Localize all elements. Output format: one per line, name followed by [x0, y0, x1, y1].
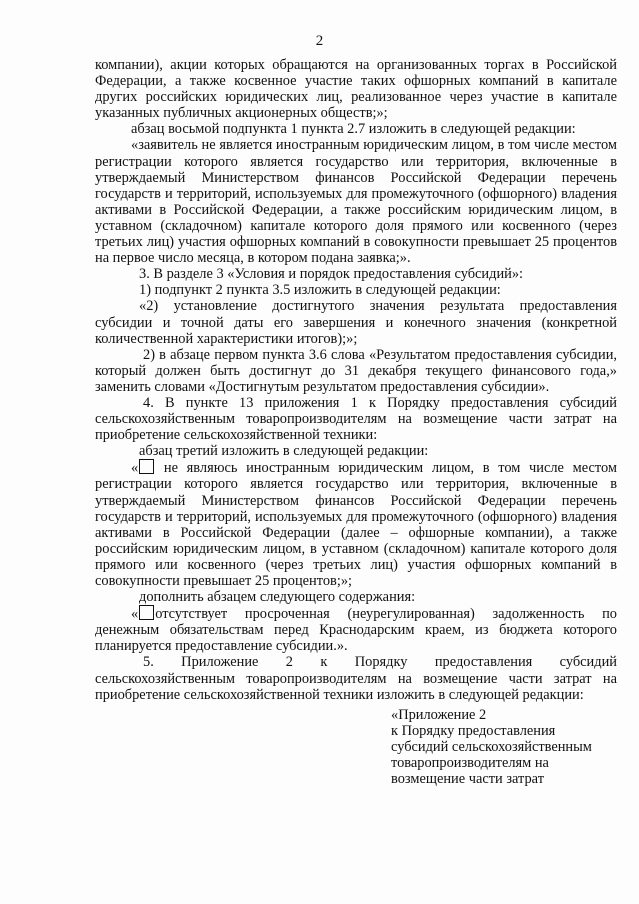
- paragraph-applicant-text: «заявитель не является иностранным юридическим лицом, в том числе местом регистрации которого является государство или территория, включенные в утверждаемый Министерством финансов Российской Федерации перечень государств и территорий, используемых для промежуточного (офшорного) владения активами в Российской Федерации, а также российским юридическим лицом, в уставном (складочном) капитале которого доля прямого или косвенного (через третьих лиц) участия офшорных компаний в совокупности превышает 25 процентов на первое число месяца, в котором подана заявка;».: [95, 137, 617, 267]
- paragraph-supplement: дополнить абзацем следующего содержания:: [139, 589, 416, 606]
- paragraph-item-5: 5. Приложение 2 к Порядку предоставления субсидий сельскохозяйственным товаропроизводителям на возмещение части затрат на приобретение сельскохозяйственной техники изложить в следующей редакции:: [95, 654, 617, 703]
- appendix-header-block: [391, 707, 617, 787]
- paragraph-continuation: компании), акции которых обращаются на организованных торгах в Российской Федерации, а также косвенное участие таких офшорных компаний в капитале других российских юридических лиц, реализованное через участие в капитале указанных публичных акционерных обществ;»;: [95, 57, 617, 122]
- paragraph-section-3: 3. В разделе 3 «Условия и порядок предоставления субсидий»:: [139, 266, 524, 283]
- appendix-line: субсидий сельскохозяйственным: [391, 738, 592, 755]
- opening-quote: «: [131, 460, 139, 477]
- document-body: [95, 57, 617, 787]
- appendix-line: возмещение части затрат: [391, 771, 544, 788]
- paragraph-checkbox-foreign-text: не являюсь иностранным юридическим лицом, в том числе местом регистрации которого является государство или территория, включенные в утверждаемый Министерством финансов Российской Федерации перечень государств и территорий, используемых для промежуточного (офшорного) владения активами в Российской Федерации (далее – офшорные компании), а также российским юридическим лицом, в уставном (складочном) капитале которого доля прямого или косвенного (через третьих лиц) участия офшорных компаний в совокупности превышает 25 процентов;»;: [95, 460, 617, 589]
- paragraph-amendment-intro: абзац восьмой подпункта 1 пункта 2.7 изложить в следующей редакции:: [131, 121, 576, 138]
- paragraph-third-abstract: абзац третий изложить в следующей редакции:: [139, 443, 429, 460]
- appendix-line: к Порядку предоставления: [391, 722, 556, 739]
- appendix-line: «Приложение 2: [391, 706, 487, 723]
- paragraph-result-text: «2) установление достигнутого значения результата предоставления субсидии и точной даты его завершения и конечного значения (конкретной количественной характеристики итогов);»;: [95, 298, 617, 347]
- paragraph-item-4: 4. В пункте 13 приложения 1 к Порядку предоставления субсидий сельскохозяйственным товаропроизводителям на возмещение части затрат на приобретение сельскохозяйственной техники:: [95, 394, 617, 444]
- checkbox-icon: [139, 605, 154, 620]
- paragraph-checkbox-debt-text: отсутствует просроченная (неурегулированная) задолженность по денежным обязательствам перед Краснодарским краем, из бюджета которого планируется предоставление субсидии.».: [95, 606, 617, 655]
- paragraph-subitem-2: 2) в абзаце первом пункта 3.6 слова «Результатом предоставления субсидии, который должен быть достигнут до 31 декабря текущего финансового года,» заменить словами «Достигнутым результатом предоставления субсидии».: [95, 346, 617, 395]
- opening-quote: «: [131, 606, 139, 623]
- checkbox-icon: [139, 459, 154, 474]
- paragraph-subitem-1: 1) подпункт 2 пункта 3.5 изложить в следующей редакции:: [139, 282, 501, 299]
- paragraph-checkbox-foreign: [95, 459, 617, 589]
- page-number: 2: [315, 33, 324, 49]
- paragraph-checkbox-debt: [95, 605, 617, 654]
- appendix-line: товаропроизводителям на: [391, 755, 549, 772]
